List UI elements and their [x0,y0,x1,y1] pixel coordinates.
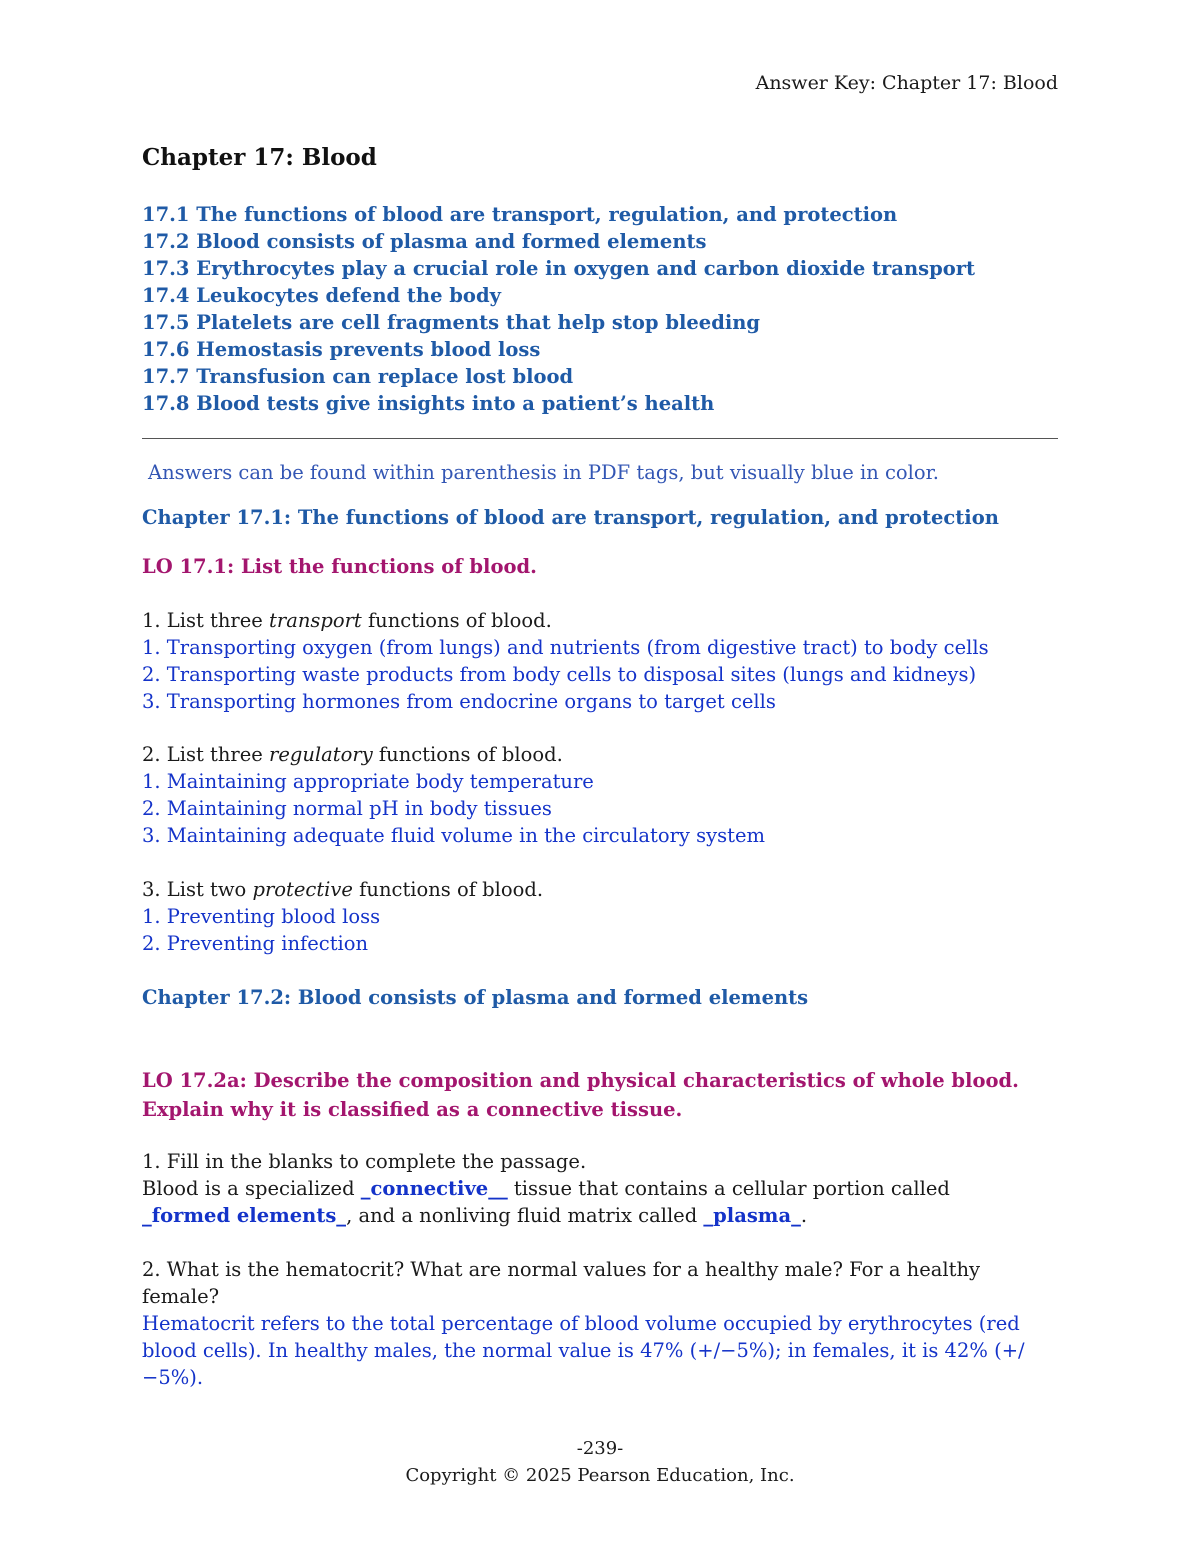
answer-line: 2. Preventing infection [142,932,369,955]
question-fill-blanks [142,1148,1042,1229]
page-footer [0,1435,1200,1489]
question-hematocrit [142,1256,1042,1391]
toc-item: 17.5 Platelets are cell fragments that help stop bleeding [142,311,761,334]
toc-item: 17.6 Hemostasis prevents blood loss [142,338,541,361]
learning-objective-17-1: LO 17.1: List the functions of blood. [142,555,537,578]
copyright: Copyright © 2025 Pearson Education, Inc. [405,1465,795,1486]
toc-item: 17.8 Blood tests give insights into a patient’s health [142,392,715,415]
answer-line: 3. Transporting hormones from endocrine organs to target cells [142,690,776,713]
answer-line: 1. Transporting oxygen (from lungs) and nutrients (from digestive tract) to body cells [142,636,989,659]
question-prompt: 2. List three regulatory functions of blood. [142,743,563,766]
blank-answer: _connective__ [360,1177,508,1200]
question-prompt: 3. List two protective functions of blood. [142,878,544,901]
learning-objective-17-2a: LO 17.2a: Describe the composition and physical characteristics of whole blood. Explain why it is classified as a connective tissue. [142,1069,1019,1121]
table-of-contents [142,201,975,417]
chapter-title: Chapter 17: Blood [142,144,377,171]
section-heading-17-2: Chapter 17.2: Blood consists of plasma and formed elements [142,986,809,1009]
answer-line: 2. Transporting waste products from body cells to disposal sites (lungs and kidneys) [142,663,977,686]
toc-item: 17.4 Leukocytes defend the body [142,284,501,307]
blank-answer: _plasma_ [703,1204,801,1227]
answer-line: 1. Maintaining appropriate body temperature [142,770,594,793]
answer-line: 1. Preventing blood loss [142,905,381,928]
passage: Blood is a specialized _connective__ tissue that contains a cellular portion called _formed elements_, and a nonliving fluid matrix called _plasma_. [142,1177,950,1227]
toc-item: 17.2 Blood consists of plasma and formed elements [142,230,707,253]
question-prompt: 2. What is the hematocrit? What are normal values for a healthy male? For a healthy female? [142,1258,981,1308]
section-heading-17-1: Chapter 17.1: The functions of blood are transport, regulation, and protection [142,506,999,529]
horizontal-rule [142,438,1058,439]
page-number: -239- [576,1438,624,1459]
question-regulatory [142,741,1042,849]
question-protective [142,876,1042,957]
question-prompt: 1. Fill in the blanks to complete the passage. [142,1150,587,1173]
answer-line: 3. Maintaining adequate fluid volume in the circulatory system [142,824,766,847]
question-prompt: 1. List three transport functions of blood. [142,609,552,632]
answer-note: Answers can be found within parenthesis in PDF tags, but visually blue in color. [148,461,939,484]
toc-item: 17.3 Erythrocytes play a crucial role in oxygen and carbon dioxide transport [142,257,976,280]
answer-line: 2. Maintaining normal pH in body tissues [142,797,552,820]
running-head: Answer Key: Chapter 17: Blood [755,72,1058,94]
blank-answer: _formed elements_ [142,1204,347,1227]
toc-item: 17.7 Transfusion can replace lost blood [142,365,574,388]
question-transport [142,607,1042,715]
answer-paragraph: Hematocrit refers to the total percentage of blood volume occupied by erythrocytes (red blood cells). In healthy males, the normal value is 47% (+/−5%); in females, it is 42% (+/−5%). [142,1312,1025,1389]
toc-item: 17.1 The functions of blood are transport, regulation, and protection [142,203,898,226]
